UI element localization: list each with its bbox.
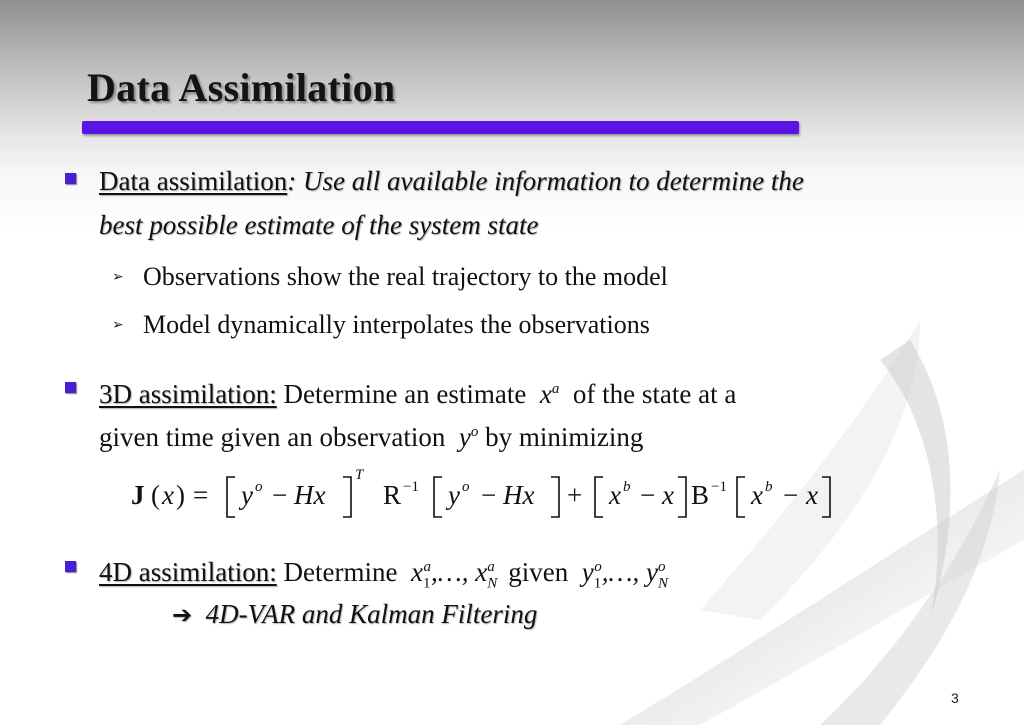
bullet-2-marker [65,382,76,393]
svg-text:Hx: Hx [503,480,535,510]
page-number: 3 [951,690,959,706]
analysis-sequence: $x_1^a,\dots$, $x_N^a$ [410,557,498,592]
3d-assimilation-term: 3D assimilation: [99,379,277,409]
4d-assimilation-term: 4D assimilation: [99,557,277,587]
slide-title: Data Assimilation [87,65,396,110]
bullet-2-line-2-text: given time given an observation [99,422,446,452]
bullet-2-text-1: Determine an estimate [283,379,527,409]
bullet-2-text-2: of the state at a [572,379,737,409]
svg-text:x: x [162,480,174,510]
bullet-3-text-1: Determine [283,557,398,587]
bullet-3-conclusion: 4D-VAR and Kalman Filtering [205,599,538,629]
svg-text:Hx: Hx [294,480,326,510]
bullet-1-separator: : [287,166,303,196]
estimate-symbol: $x^a$ [539,379,560,409]
svg-text:J: J [131,480,145,510]
svg-text:=: = [193,480,209,510]
svg-text:o: o [462,479,470,495]
svg-text:b: b [623,479,631,495]
svg-text:−: − [640,480,656,510]
bullet-2-line-2 [99,416,643,453]
svg-text:): ) [176,480,185,510]
svg-text:(: ( [151,480,160,510]
svg-text:x: x [806,480,818,510]
bullet-3-given: given [508,557,569,587]
bullet-1-line-1 [99,165,804,197]
bullet-3-marker [65,561,76,572]
svg-text:R: R [383,480,402,510]
bullet-2-line-1 [99,373,736,410]
svg-text:−1: −1 [711,479,727,495]
bullet-1-desc-line-1: Use all available information to determine the [302,166,804,196]
observation-symbol: $y^o$ [458,422,479,452]
bullet-1-marker [65,173,76,184]
svg-text:x: x [662,480,674,510]
data-assimilation-term: Data assimilation [99,166,288,196]
svg-text:x: x [751,480,763,510]
observation-sequence: $y_1^o,\dots$, $y_N^o$ [581,557,668,592]
svg-text:o: o [255,479,263,495]
svg-text:x: x [609,480,621,510]
svg-text:−: − [481,480,497,510]
arrow-right-icon: ➔ [172,601,193,629]
cost-function-equation [131,465,891,525]
svg-text:b: b [765,479,773,495]
svg-text:y: y [448,480,460,510]
bullet-3-line-1 [99,551,668,599]
bullet-1-desc-line-2: best possible estimate of the system state [99,210,539,240]
chevron-right-icon: ➢ [112,317,124,333]
bullet-3-conclusion-line [172,598,537,631]
svg-text:−: − [272,480,288,510]
svg-text:−: − [783,480,799,510]
svg-text:+: + [567,480,583,510]
chevron-right-icon: ➢ [112,269,124,285]
subitem-2: Model dynamically interpolates the observations [143,310,650,339]
svg-text:−1: −1 [403,479,419,495]
svg-text:B: B [691,480,710,510]
title-underline-bar [82,121,799,134]
svg-text:T: T [355,467,364,483]
subitem-1: Observations show the real trajectory to the model [143,262,668,291]
bullet-2-text-3: by minimizing [485,422,644,452]
svg-text:y: y [241,480,253,510]
